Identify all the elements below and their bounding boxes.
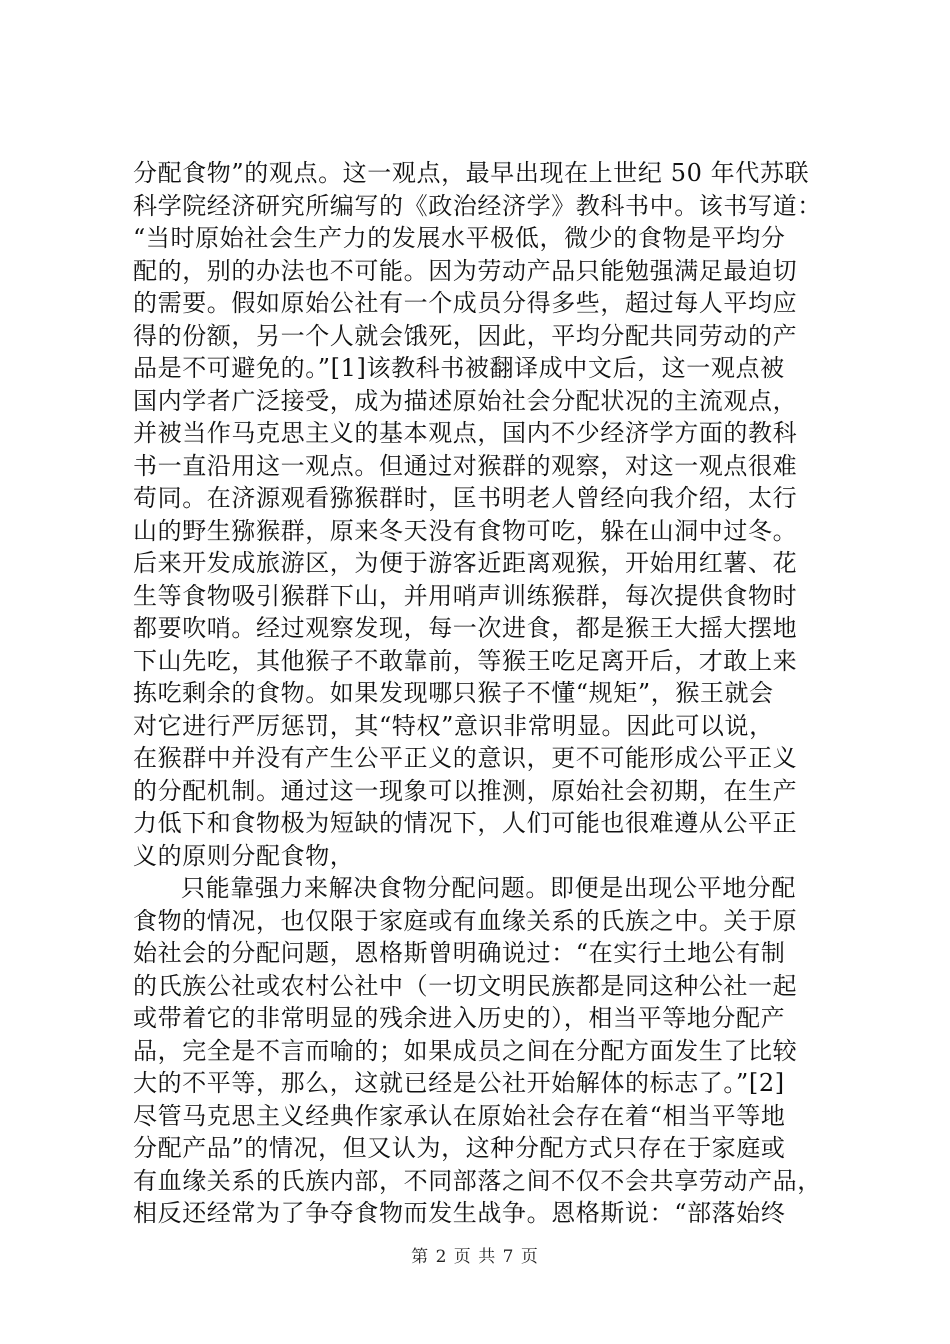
- text-line: 对它进行严厉惩罚，其“特权”意识非常明显。因此可以说，: [133, 711, 774, 740]
- text-line: 拣吃剩余的食物。如果发现哪只猴子不懂“规矩”，猴王就会: [133, 679, 774, 707]
- text-line: 在猴群中并没有产生公平正义的意识，更不可能形成公平正义: [133, 744, 798, 772]
- text-line: 尽管马克思主义经典作家承认在原始社会存在着“相当平等地: [133, 1101, 786, 1130]
- text-line: 并被当作马克思主义的基本观点，国内不少经济学方面的教科: [133, 419, 798, 447]
- body-text: [133, 157, 833, 1230]
- text-line: 分配产品”的情况，但又认为，这种分配方式只存在于家庭或: [133, 1134, 786, 1162]
- text-line: 的氏族公社或农村公社中（一切文明民族都是同这种公社一起: [133, 971, 798, 1000]
- text-line: 义的原则分配食物，: [133, 841, 355, 870]
- text-line: 品是不可避免的。”[1]该教科书被翻译成中文后，这一观点被: [133, 354, 785, 382]
- text-line: 生等食物吸引猴群下山，并用哨声训练猴群，每次提供食物时: [133, 581, 798, 610]
- text-line: 配的，别的办法也不可能。因为劳动产品只能勉强满足最迫切: [133, 256, 798, 285]
- text-line: 书一直沿用这一观点。但通过对猴群的观察，对这一观点很难: [133, 451, 798, 480]
- text-line: 食物的情况，也仅限于家庭或有血缘关系的氏族之中。关于原: [133, 906, 798, 935]
- page-footer: 第 2 页 共 7 页: [411, 1247, 539, 1267]
- text-line: 力低下和食物极为短缺的情况下，人们可能也很难遵从公平正: [133, 809, 798, 837]
- text-line: 或带着它的非常明显的残余进入历史的），相当平等地分配产: [133, 1004, 786, 1032]
- text-line: 相反还经常为了争夺食物而发生战争。恩格斯说：“部落始终: [133, 1199, 786, 1227]
- text-line: 分配食物”的观点。这一观点，最早出现在上世纪 50 年代苏联: [133, 159, 810, 187]
- text-line: 始社会的分配问题，恩格斯曾明确说过：“在实行土地公有制: [133, 939, 786, 967]
- text-line: 科学院经济研究所编写的《政治经济学》教科书中。该书写道：: [133, 191, 822, 220]
- text-line: “当时原始社会生产力的发展水平极低，微少的食物是平均分: [133, 224, 786, 252]
- text-line: 都要吹哨。经过观察发现，每一次进食，都是猴王大摇大摆地: [133, 614, 798, 642]
- text-line: 国内学者广泛接受，成为描述原始社会分配状况的主流观点，: [133, 386, 798, 415]
- text-line: 山的野生猕猴群，原来冬天没有食物可吃，躲在山洞中过冬。: [133, 516, 798, 545]
- text-line: 有血缘关系的氏族内部，不同部落之间不仅不会共享劳动产品，: [133, 1166, 822, 1195]
- text-line: 大的不平等，那么，这就已经是公社开始解体的标志了。”[2]: [133, 1069, 785, 1097]
- text-line: 的分配机制。通过这一现象可以推测，原始社会初期，在生产: [133, 776, 798, 805]
- text-line: 下山先吃，其他猴子不敢靠前，等猴王吃足离开后，才敢上来: [133, 646, 798, 675]
- text-line: 只能靠强力来解决食物分配问题。即便是出现公平地分配: [181, 874, 796, 902]
- paragraph: [133, 157, 833, 872]
- text-line: 苟同。在济源观看猕猴群时，匡书明老人曾经向我介绍，太行: [133, 484, 798, 512]
- text-line: 品，完全是不言而喻的；如果成员之间在分配方面发生了比较: [133, 1036, 798, 1065]
- text-line: 后来开发成旅游区，为便于游客近距离观猴，开始用红薯、花: [133, 549, 798, 577]
- paragraph: [133, 872, 833, 1230]
- text-line: 得的份额，另一个人就会饿死，因此，平均分配共同劳动的产: [133, 321, 798, 350]
- text-line: 的需要。假如原始公社有一个成员分得多些，超过每人平均应: [133, 289, 798, 317]
